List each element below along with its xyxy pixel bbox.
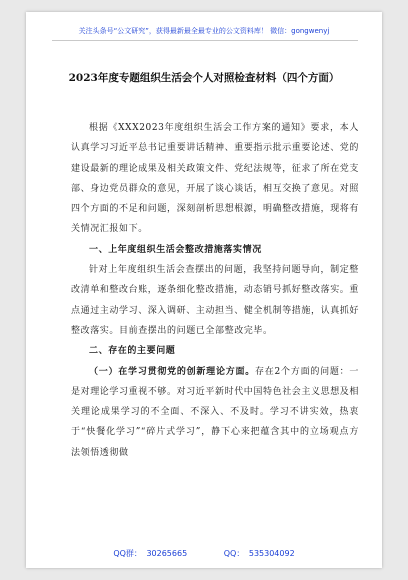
section-heading-2: 二、存在的主要问题 bbox=[89, 346, 176, 357]
document-body bbox=[71, 118, 359, 463]
subsection-paragraph-1 bbox=[71, 362, 359, 463]
subsection-heading-1: （一）在学习贯彻党的创新理论方面。 bbox=[89, 366, 256, 377]
document-title: 2023年度专题组织生活会个人对照检查材料（四个方面） bbox=[68, 72, 340, 84]
header-divider bbox=[52, 40, 358, 41]
intro-paragraph: 根据《XXX2023年度组织生活会工作方案的通知》要求，本人认真学习习近平总书记重要讲话精神、重要指示批示重要论述、党的建设最新的理论成果及相关政策文件、党纪法规等，征求了所在党支部、身边党员群众的意见，开展了谈心谈话，相互交换了意见。对照四个方面的不足和问题，深刻剖析思想根源，明确整改措施，现将有关情况汇报如下。 bbox=[71, 123, 360, 235]
header-note: 关注头条号“公文研究”，获得最新最全最专业的公文资料库！ 微信：gongwenyj bbox=[78, 27, 330, 35]
section-heading-1: 一、上年度组织生活会整改措施落实情况 bbox=[89, 244, 262, 255]
subsection-text-1: 存在2个方面的问题：一是对理论学习重视不够。对习近平新时代中国特色社会主义思想及相关理论成果学习的不全面、不深入、不及时。学习不讲实效，热衷于“快餐化学习”“碎片式学习”，静下心来把蕴含其中的立场观点方法领悟透彻做 bbox=[71, 366, 360, 458]
footer-qq: QQ： 535304092 bbox=[223, 549, 295, 558]
section-paragraph-1: 针对上年度组织生活会查摆出的问题，我坚持问题导向，制定整改清单和整改台账，逐条细化整改措施，动态销号抓好整改落实。重点通过主动学习、深入调研、主动担当、健全机制等措施，认真抓好整改落实。目前查摆出的问题已全部整改完毕。 bbox=[71, 265, 360, 336]
document-page bbox=[26, 12, 382, 568]
footer-qq-group: QQ群： 30265665 bbox=[113, 549, 188, 558]
footer-contact bbox=[26, 548, 382, 559]
